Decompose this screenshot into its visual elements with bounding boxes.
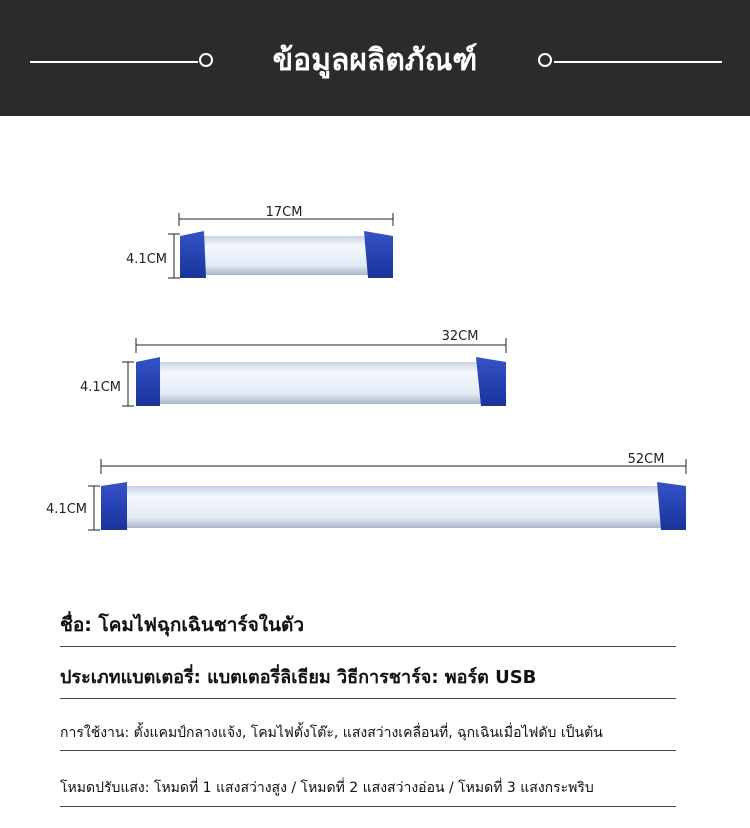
spec-battery: ประเภทแบตเตอรี่: แบตเตอรี่ลิเธียม วิธีการชาร์จ: พอร์ต USB: [60, 667, 537, 688]
lamp-2-length-label: 32CM: [441, 329, 479, 344]
spec-usage: การใช้งาน: ตั้งแคมป์กลางแจ้ง, โคมไฟตั้งโต๊ะ, แสงสว่างเคลื่อนที่, ฉุกเฉินเมื่อไฟดับ เป็นต้น: [60, 725, 603, 741]
lamp-3-height-label: 4.1CM: [46, 502, 87, 517]
spec-divider-1: [60, 646, 676, 647]
spec-name: ชื่อ: โคมไฟฉุกเฉินชาร์จในตัว: [60, 614, 305, 636]
spec-divider-4: [60, 806, 676, 807]
lamp-3-length-label: 52CM: [627, 452, 665, 467]
page-title: ข้อมูลผลิตภัณฑ์: [272, 43, 478, 78]
lamp-2-height-label: 4.1CM: [80, 380, 121, 395]
spec-divider-3: [60, 750, 676, 751]
lamp-1-height-label: 4.1CM: [126, 252, 167, 267]
spec-divider-2: [60, 698, 676, 699]
spec-section: [60, 0, 676, 828]
lamp-1-length-label: 17CM: [265, 205, 303, 220]
spec-modes: โหมดปรับแสง: โหมดที่ 1 แสงสว่างสูง / โหมดที่ 2 แสงสว่างอ่อน / โหมดที่ 3 แสงกระพริบ: [60, 780, 594, 796]
